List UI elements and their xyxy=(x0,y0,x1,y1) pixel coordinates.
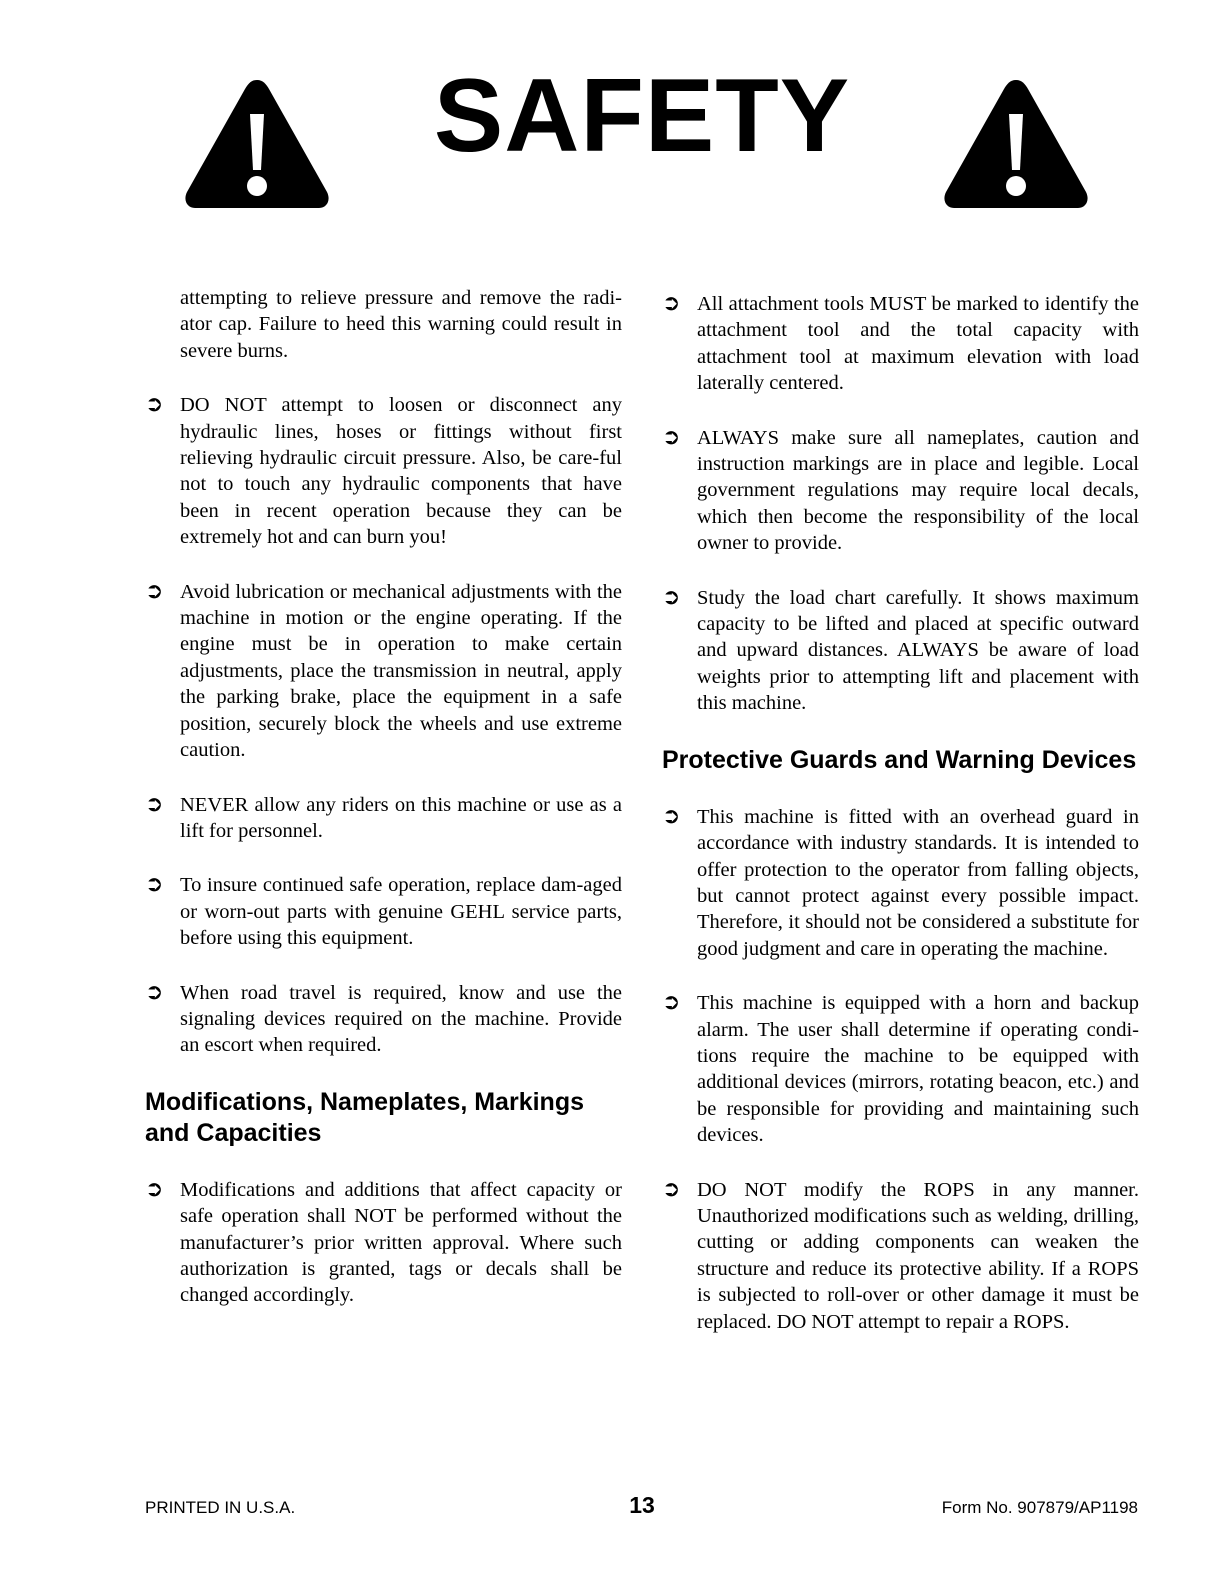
bullet-arrow-icon: ➲ xyxy=(662,584,681,610)
bullet-text: Study the load chart carefully. It shows maximum capacity to be lifted and placed at specific outward and upward distances. ALWAYS be aware of load weights prior to attempting lift and placement with this machine. xyxy=(697,586,1139,715)
bullet-item xyxy=(662,585,1139,717)
bullet-text: All attachment tools MUST be marked to identify the attachment tool and the total capacity with attachment tool at maximum elevation with load laterally centered. xyxy=(697,293,1139,395)
right-column xyxy=(662,291,1139,1363)
bullet-item xyxy=(662,804,1139,962)
bullet-item xyxy=(145,392,622,550)
bullet-text: Avoid lubrication or mechanical adjustments with the machine in motion or the engine operating. If the engine must be in operation to make certain adjustments, place the transmission in neutral, apply the parking brake, place the equipment in a safe position, securely block the wheels and use extreme caution. xyxy=(180,580,622,762)
section-heading: Modifications, Nameplates, Markings and Capacities xyxy=(145,1087,584,1147)
bullet-item xyxy=(145,792,622,845)
bullet-arrow-icon: ➲ xyxy=(145,1176,164,1202)
footer-form-number: Form No. 907879/AP1198 xyxy=(941,1498,1138,1517)
left-column xyxy=(145,285,622,1337)
bullet-text: ALWAYS make sure all nameplates, caution and instruction markings are in place and legible. Local government regulations may require local decals, which then become the responsibility of the local owner to provide. xyxy=(697,426,1139,555)
bullet-arrow-icon: ➲ xyxy=(145,872,164,898)
bullet-item xyxy=(145,1177,622,1309)
bullet-item xyxy=(145,872,622,951)
bullet-arrow-icon: ➲ xyxy=(662,990,681,1016)
bullet-item xyxy=(662,291,1139,397)
bullet-arrow-icon: ➲ xyxy=(145,979,164,1005)
paragraph-text: attempting to relieve pressure and remove the radi-ator cap. Failure to heed this warning could result in severe burns. xyxy=(180,287,622,362)
bullet-text: This machine is equipped with a horn and backup alarm. The user shall determine if operating condi-tions require the machine to be equipped with additional devices (mirrors, rotating beacon, etc.) and be responsible for providing and maintaining such devices. xyxy=(697,992,1139,1147)
bullet-item xyxy=(662,425,1139,557)
warning-triangle-icon xyxy=(940,74,1092,214)
bullet-arrow-icon: ➲ xyxy=(145,791,164,817)
bullet-arrow-icon: ➲ xyxy=(662,1176,681,1202)
bullet-text: DO NOT attempt to loosen or disconnect any hydraulic lines, hoses or fittings without first relieving hydraulic circuit pressure. Also, be care-ful not to touch any hydraulic components that have been in recent operation because they can be extremely hot and can burn you! xyxy=(180,394,622,549)
footer-printed-in: PRINTED IN U.S.A. xyxy=(145,1498,296,1517)
bullet-item xyxy=(662,990,1139,1148)
bullet-text: When road travel is required, know and use the signaling devices required on the machine. Provide an escort when required. xyxy=(180,981,622,1057)
bullet-arrow-icon: ➲ xyxy=(145,392,164,418)
bullet-text: NEVER allow any riders on this machine or use as a lift for personnel. xyxy=(180,793,622,842)
page-number: 13 xyxy=(629,1492,655,1518)
bullet-text: DO NOT modify the ROPS in any manner. Unauthorized modifications such as welding, drilling, cutting or adding components can weaken the structure and reduce its protective ability. If a ROPS is subjected to roll-over or other damage it must be replaced. DO NOT attempt to repair a ROPS. xyxy=(697,1178,1139,1333)
bullet-arrow-icon: ➲ xyxy=(662,803,681,829)
bullet-arrow-icon: ➲ xyxy=(662,291,681,316)
bullet-item xyxy=(662,1177,1139,1335)
bullet-text: Modifications and additions that affect capacity or safe operation shall NOT be performed without the manufacturer’s prior written approval. Where such authorization is granted, tags or decals shall be changed accordingly. xyxy=(180,1178,622,1307)
bullet-arrow-icon: ➲ xyxy=(662,424,681,450)
bullet-arrow-icon: ➲ xyxy=(145,578,164,604)
continuation-paragraph xyxy=(145,285,622,364)
section-heading: Protective Guards and Warning Devices xyxy=(662,745,1137,774)
bullet-text: To insure continued safe operation, replace dam-aged or worn-out parts with genuine GEHL service parts, before using this equipment. xyxy=(180,874,622,950)
bullet-item xyxy=(145,579,622,764)
bullet-text: This machine is fitted with an overhead guard in accordance with industry standards. It is intended to offer protection to the operator from falling objects, but cannot protect against every possible impact. Therefore, it should not be considered a substitute for good judgment and care in operating the machine. xyxy=(697,805,1139,960)
page-title: SAFETY xyxy=(433,58,851,174)
bullet-item xyxy=(145,980,622,1059)
